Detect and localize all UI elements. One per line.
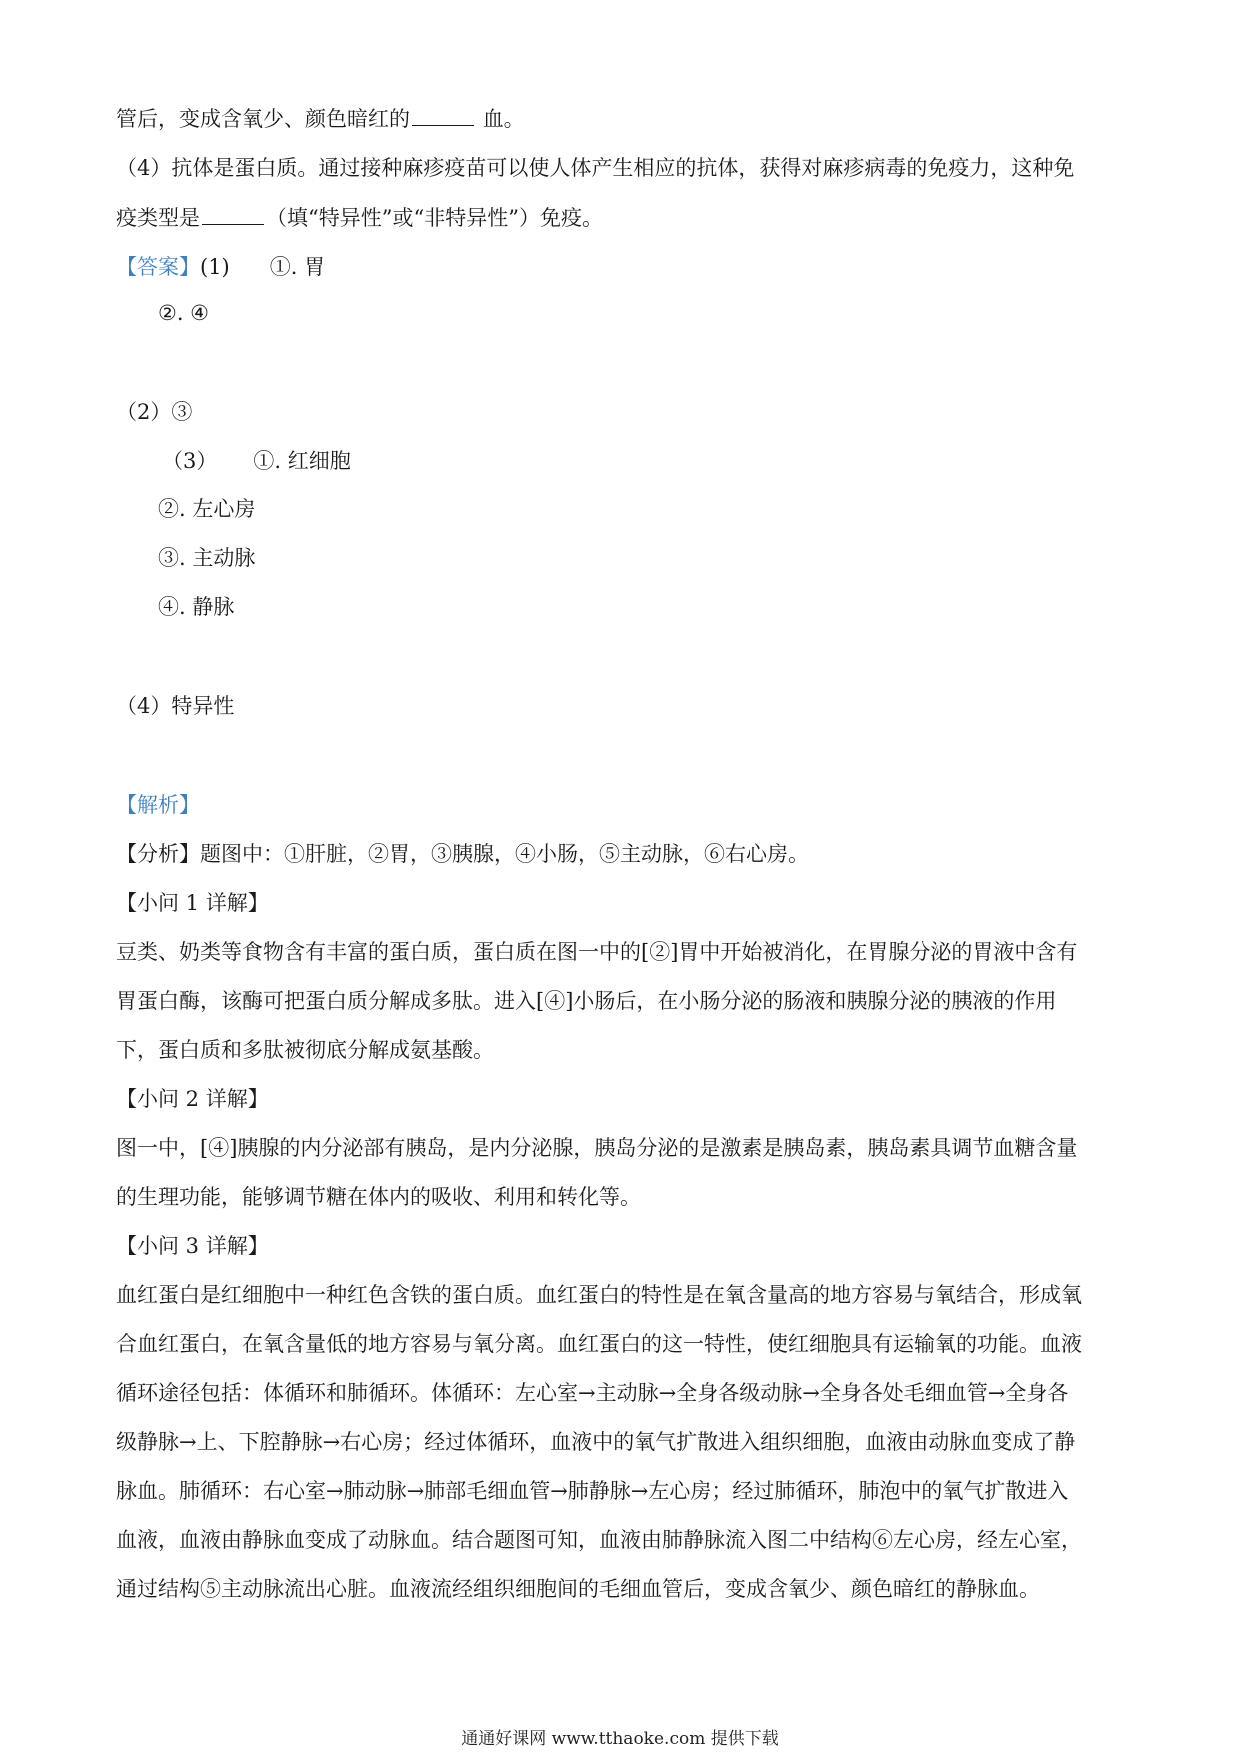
analysis-p3-line: 脉血。肺循环：右心室→肺动脉→肺部毛细血管→肺静脉→左心房；经过肺循环，肺泡中的氧气扩散进入 — [116, 1479, 1069, 1503]
analysis-p3-line: 血红蛋白是红细胞中一种红色含铁的蛋白质。血红蛋白的特性是在氧含量高的地方容易与氧结合，形成氧 — [116, 1283, 1082, 1307]
answer-q1-line — [116, 252, 1126, 282]
analysis-fenxi: 【分析】题图中：①肝脏，②胃，③胰腺，④小肠，⑤主动脉，⑥右心房。 — [116, 842, 809, 866]
q3-tail-text: 管后，变成含氧少、颜色暗红的 — [116, 107, 410, 131]
q4-text-after: （填“特异性”或“非特异性”）免疫。 — [266, 206, 603, 230]
analysis-p2-line: 图一中，[④]胰腺的内分泌部有胰岛，是内分泌腺，胰岛分泌的是激素是胰岛素，胰岛素具调节血糖含量 — [116, 1136, 1078, 1160]
analysis-p3-line: 循环途径包括：体循环和肺循环。体循环：左心室→主动脉→全身各级动脉→全身各处毛细血管→全身各 — [116, 1381, 1069, 1405]
analysis-heading-1: 【小问 1 详解】 — [116, 891, 269, 915]
answer-q2: （2）③ — [116, 400, 193, 424]
analysis-p1-line: 豆类、奶类等食物含有丰富的蛋白质，蛋白质在图一中的[②]胃中开始被消化，在胃腺分泌的胃液中含有 — [116, 940, 1078, 964]
analysis-heading-3: 【小问 3 详解】 — [116, 1234, 269, 1258]
page-footer: 通通好课网 www.tthaoke.com 提供下载 — [461, 1729, 779, 1749]
answer-q1-a: ①. 胃 — [269, 255, 326, 279]
answer-q3-a: ①. 红细胞 — [253, 449, 351, 473]
question-4-line1: （4）抗体是蛋白质。通过接种麻疹疫苗可以使人体产生相应的抗体，获得对麻疹病毒的免疫力，这种免 — [116, 156, 1075, 180]
answer-q1-b: ②. ④ — [158, 301, 210, 325]
q3-tail-end: 血。 — [482, 107, 525, 131]
answer-blank — [412, 105, 474, 126]
answer-q3-c: ③. 主动脉 — [158, 546, 256, 570]
analysis-heading-2: 【小问 2 详解】 — [116, 1087, 269, 1111]
analysis-label: 【解析】 — [116, 793, 200, 817]
answer-q3-num: （3） — [162, 449, 218, 473]
analysis-p3-line: 血液，血液由静脉血变成了动脉血。结合题图可知，血液由肺静脉流入图二中结构⑥左心房，经左心室， — [116, 1528, 1082, 1552]
answer-q1-num: (1) — [200, 255, 230, 279]
answer-q4: （4）特异性 — [116, 694, 235, 718]
q4-text-before: 疫类型是 — [116, 206, 200, 230]
answer-blank — [202, 204, 264, 225]
analysis-p2-line: 的生理功能，能够调节糖在体内的吸收、利用和转化等。 — [116, 1185, 641, 1209]
analysis-p3-line: 通过结构⑤主动脉流出心脏。血液流经组织细胞间的毛细血管后，变成含氧少、颜色暗红的静脉血。 — [116, 1577, 1040, 1601]
question-4-line2 — [116, 203, 1126, 233]
answer-q3-b: ②. 左心房 — [158, 497, 256, 521]
answer-q3-d: ④. 静脉 — [158, 595, 235, 619]
analysis-p3-line: 级静脉→上、下腔静脉→右心房；经过体循环，血液中的氧气扩散进入组织细胞，血液由动脉血变成了静 — [116, 1430, 1076, 1454]
analysis-p1-line: 胃蛋白酶，该酶可把蛋白质分解成多肽。进入[④]小肠后，在小肠分泌的肠液和胰腺分泌的胰液的作用 — [116, 989, 1057, 1013]
analysis-p3-line: 合血红蛋白，在氧含量低的地方容易与氧分离。血红蛋白的这一特性，使红细胞具有运输氧的功能。血液 — [116, 1332, 1082, 1356]
question-3-tail — [116, 104, 1126, 134]
answer-label: 【答案】 — [116, 255, 200, 279]
analysis-p1-line: 下，蛋白质和多肽被彻底分解成氨基酸。 — [116, 1038, 494, 1062]
answer-q3-line — [162, 446, 1172, 476]
